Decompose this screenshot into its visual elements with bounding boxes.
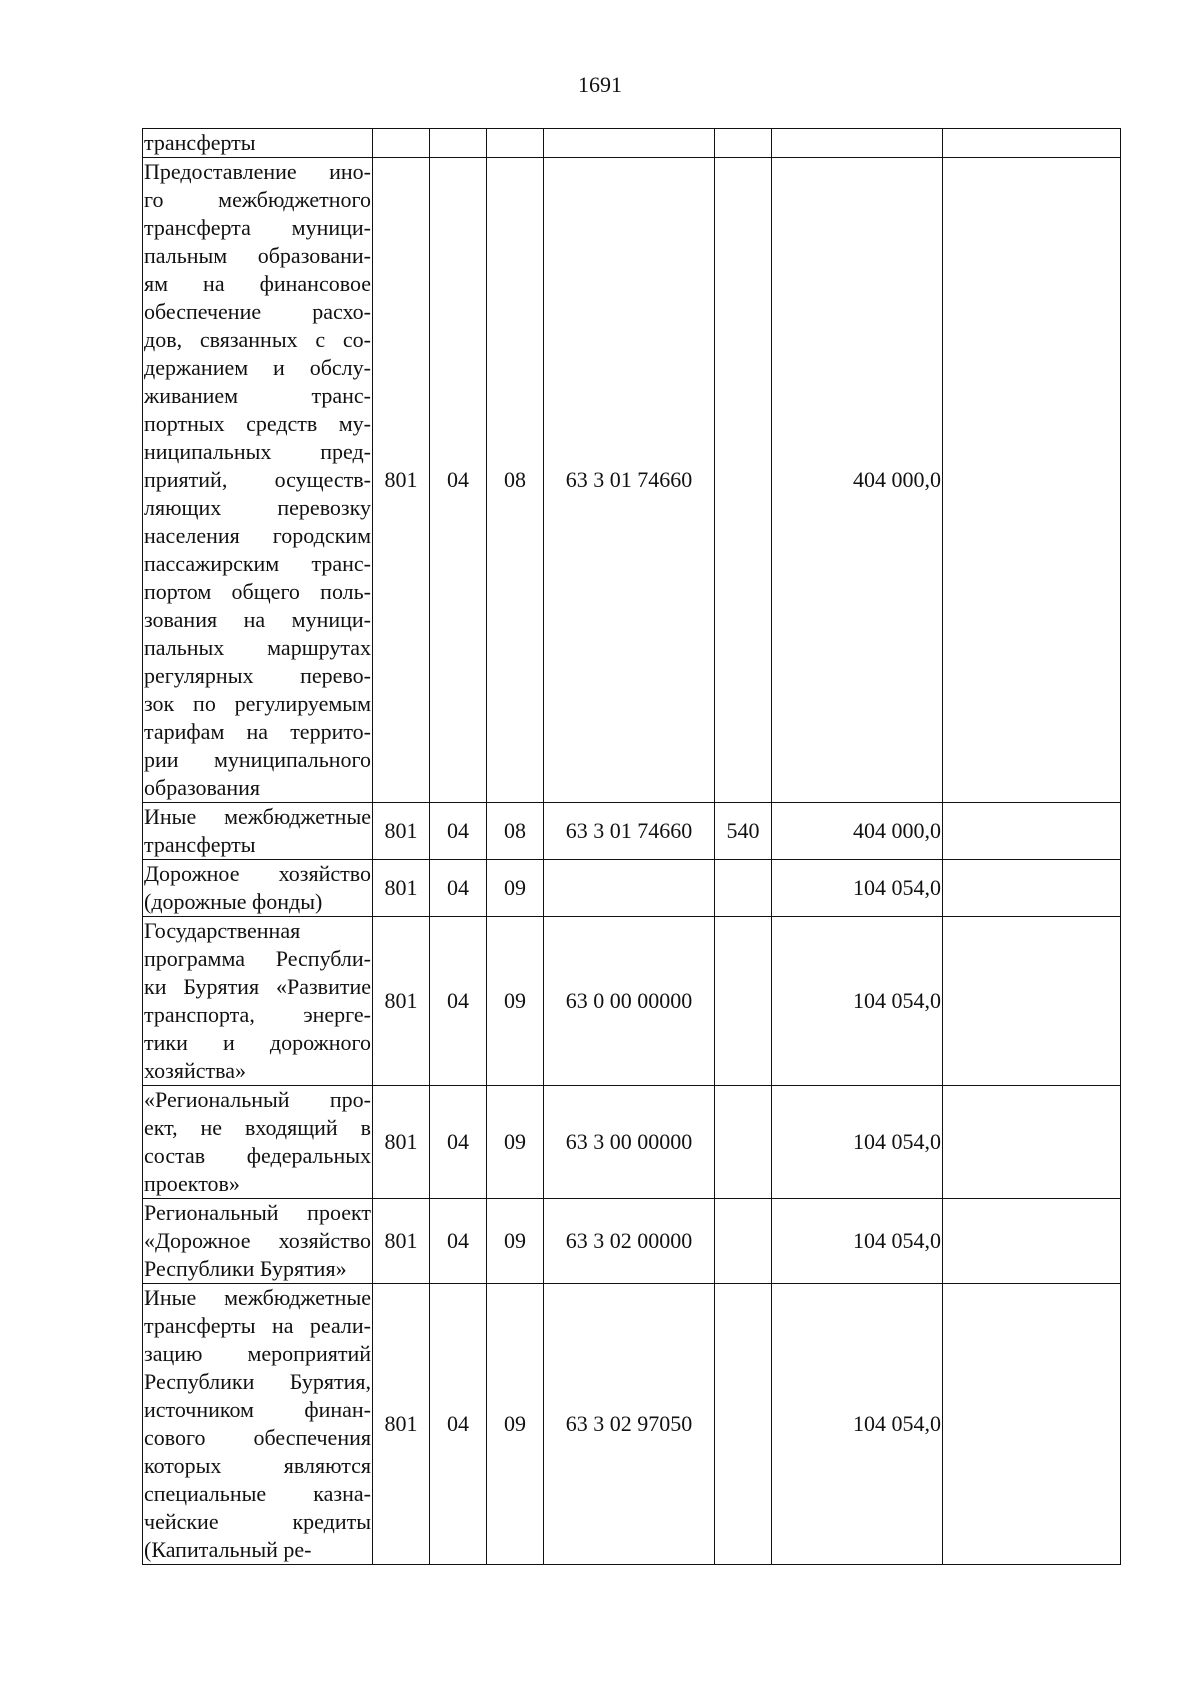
page-number: 1691 [578,72,622,97]
table-row [143,860,1121,917]
name-line: Предоставление ино- [144,159,371,184]
name-line: состав федеральных [144,1143,371,1168]
name-line: которых являются [144,1453,371,1478]
cell-expense-type [715,1199,772,1284]
cell-subsection: 09 [487,1199,544,1284]
name-line: пальным образовани- [144,243,371,268]
name-line: пассажирским транс- [144,551,371,576]
cell-extra [943,1199,1121,1284]
cell-amount: 104 054,0 [772,1284,943,1565]
name-line: тики и дорожного [144,1030,371,1055]
cell-ved [373,129,430,158]
cell-amount: 104 054,0 [772,1086,943,1199]
cell-subsection [487,129,544,158]
cell-target-article [544,129,715,158]
cell-amount: 404 000,0 [772,803,943,860]
cell-amount: 104 054,0 [772,860,943,917]
table-row [143,1284,1121,1565]
name-line: сового обеспечения [144,1425,371,1450]
cell-ved: 801 [373,1199,430,1284]
table-row [143,917,1121,1086]
cell-extra [943,1086,1121,1199]
cell-section: 04 [430,860,487,917]
cell-extra [943,917,1121,1086]
name-line: Иные межбюджетные [144,804,371,829]
cell-name [143,1086,373,1199]
cell-name [143,158,373,803]
cell-target-article [544,860,715,917]
name-line: рии муниципального [144,747,371,772]
name-line: (дорожные фонды) [144,889,323,914]
name-line: портных средств му- [144,411,371,436]
cell-ved: 801 [373,917,430,1086]
cell-subsection: 09 [487,1086,544,1199]
cell-section: 04 [430,1086,487,1199]
cell-subsection: 09 [487,917,544,1086]
cell-target-article: 63 3 02 00000 [544,1199,715,1284]
name-line: трансферты [144,130,256,155]
name-line: источником финан- [144,1397,371,1422]
name-line: портом общего поль- [144,579,371,604]
cell-expense-type [715,129,772,158]
cell-section: 04 [430,917,487,1086]
cell-section: 04 [430,1199,487,1284]
cell-ved: 801 [373,860,430,917]
name-line: Иные межбюджетные [144,1285,371,1310]
cell-expense-type [715,1086,772,1199]
budget-table [142,128,1121,1565]
name-line: зок по регулируемым [144,691,371,716]
table-row [143,1199,1121,1284]
name-line: специальные казна- [144,1481,371,1506]
name-line: го межбюджетного [144,187,371,212]
cell-section: 04 [430,1284,487,1565]
name-line: зацию мероприятий [144,1341,371,1366]
cell-extra [943,860,1121,917]
cell-target-article: 63 3 01 74660 [544,158,715,803]
name-line: Государственная [144,918,301,943]
cell-subsection: 08 [487,803,544,860]
name-line: ляющих перевозку [144,495,371,520]
cell-name [143,1199,373,1284]
cell-name [143,129,373,158]
table-row [143,1086,1121,1199]
cell-ved: 801 [373,1086,430,1199]
cell-section: 04 [430,158,487,803]
name-line: населения городским [144,523,371,548]
name-line: пальных маршрутах [144,635,371,660]
name-line: трансферты [144,832,256,857]
name-line: держанием и обслу- [144,355,371,380]
name-line: образования [144,775,261,800]
name-line: «Региональный про- [144,1087,371,1112]
table-row [143,129,1121,158]
name-line: регулярных перево- [144,663,371,688]
name-line: Республики Бурятия, [144,1369,371,1394]
cell-amount: 404 000,0 [772,158,943,803]
name-line: зования на муници- [144,607,371,632]
name-line: ям на финансовое [144,271,371,296]
cell-extra [943,158,1121,803]
name-line: транспорта, энерге- [144,1002,371,1027]
table-row [143,803,1121,860]
cell-target-article: 63 0 00 00000 [544,917,715,1086]
name-line: ки Бурятия «Развитие [144,974,371,999]
name-line: проектов» [144,1171,240,1196]
name-line: трансферта муници- [144,215,371,240]
name-line: хозяйства» [144,1058,246,1083]
cell-target-article: 63 3 01 74660 [544,803,715,860]
name-line: ниципальных пред- [144,439,371,464]
cell-amount: 104 054,0 [772,1199,943,1284]
cell-section [430,129,487,158]
cell-extra [943,129,1121,158]
cell-extra [943,1284,1121,1565]
name-line: тарифам на террито- [144,719,371,744]
cell-amount [772,129,943,158]
cell-name [143,917,373,1086]
cell-expense-type [715,158,772,803]
name-line: (Капитальный ре- [144,1537,312,1562]
name-line: обеспечение расхо- [144,299,371,324]
name-line: приятий, осуществ- [144,467,371,492]
cell-amount: 104 054,0 [772,917,943,1086]
name-line: трансферты на реали- [144,1313,371,1338]
cell-extra [943,803,1121,860]
cell-subsection: 08 [487,158,544,803]
table-body [143,129,1121,1565]
name-line: Региональный проект [144,1200,371,1225]
cell-target-article: 63 3 00 00000 [544,1086,715,1199]
cell-subsection: 09 [487,860,544,917]
name-line: ект, не входящий в [144,1115,371,1140]
cell-section: 04 [430,803,487,860]
cell-ved: 801 [373,803,430,860]
table-row [143,158,1121,803]
name-line: чейские кредиты [144,1509,371,1534]
name-line: Дорожное хозяйство [144,861,371,886]
cell-ved: 801 [373,158,430,803]
cell-subsection: 09 [487,1284,544,1565]
name-line: «Дорожное хозяйство [144,1228,371,1253]
cell-name [143,1284,373,1565]
cell-name [143,803,373,860]
name-line: дов, связанных с со- [144,327,371,352]
name-line: Республики Бурятия» [144,1256,347,1281]
cell-name [143,860,373,917]
cell-ved: 801 [373,1284,430,1565]
cell-expense-type: 540 [715,803,772,860]
cell-expense-type [715,1284,772,1565]
name-line: программа Республи- [144,946,371,971]
cell-expense-type [715,917,772,1086]
cell-expense-type [715,860,772,917]
cell-target-article: 63 3 02 97050 [544,1284,715,1565]
name-line: живанием транс- [144,383,371,408]
